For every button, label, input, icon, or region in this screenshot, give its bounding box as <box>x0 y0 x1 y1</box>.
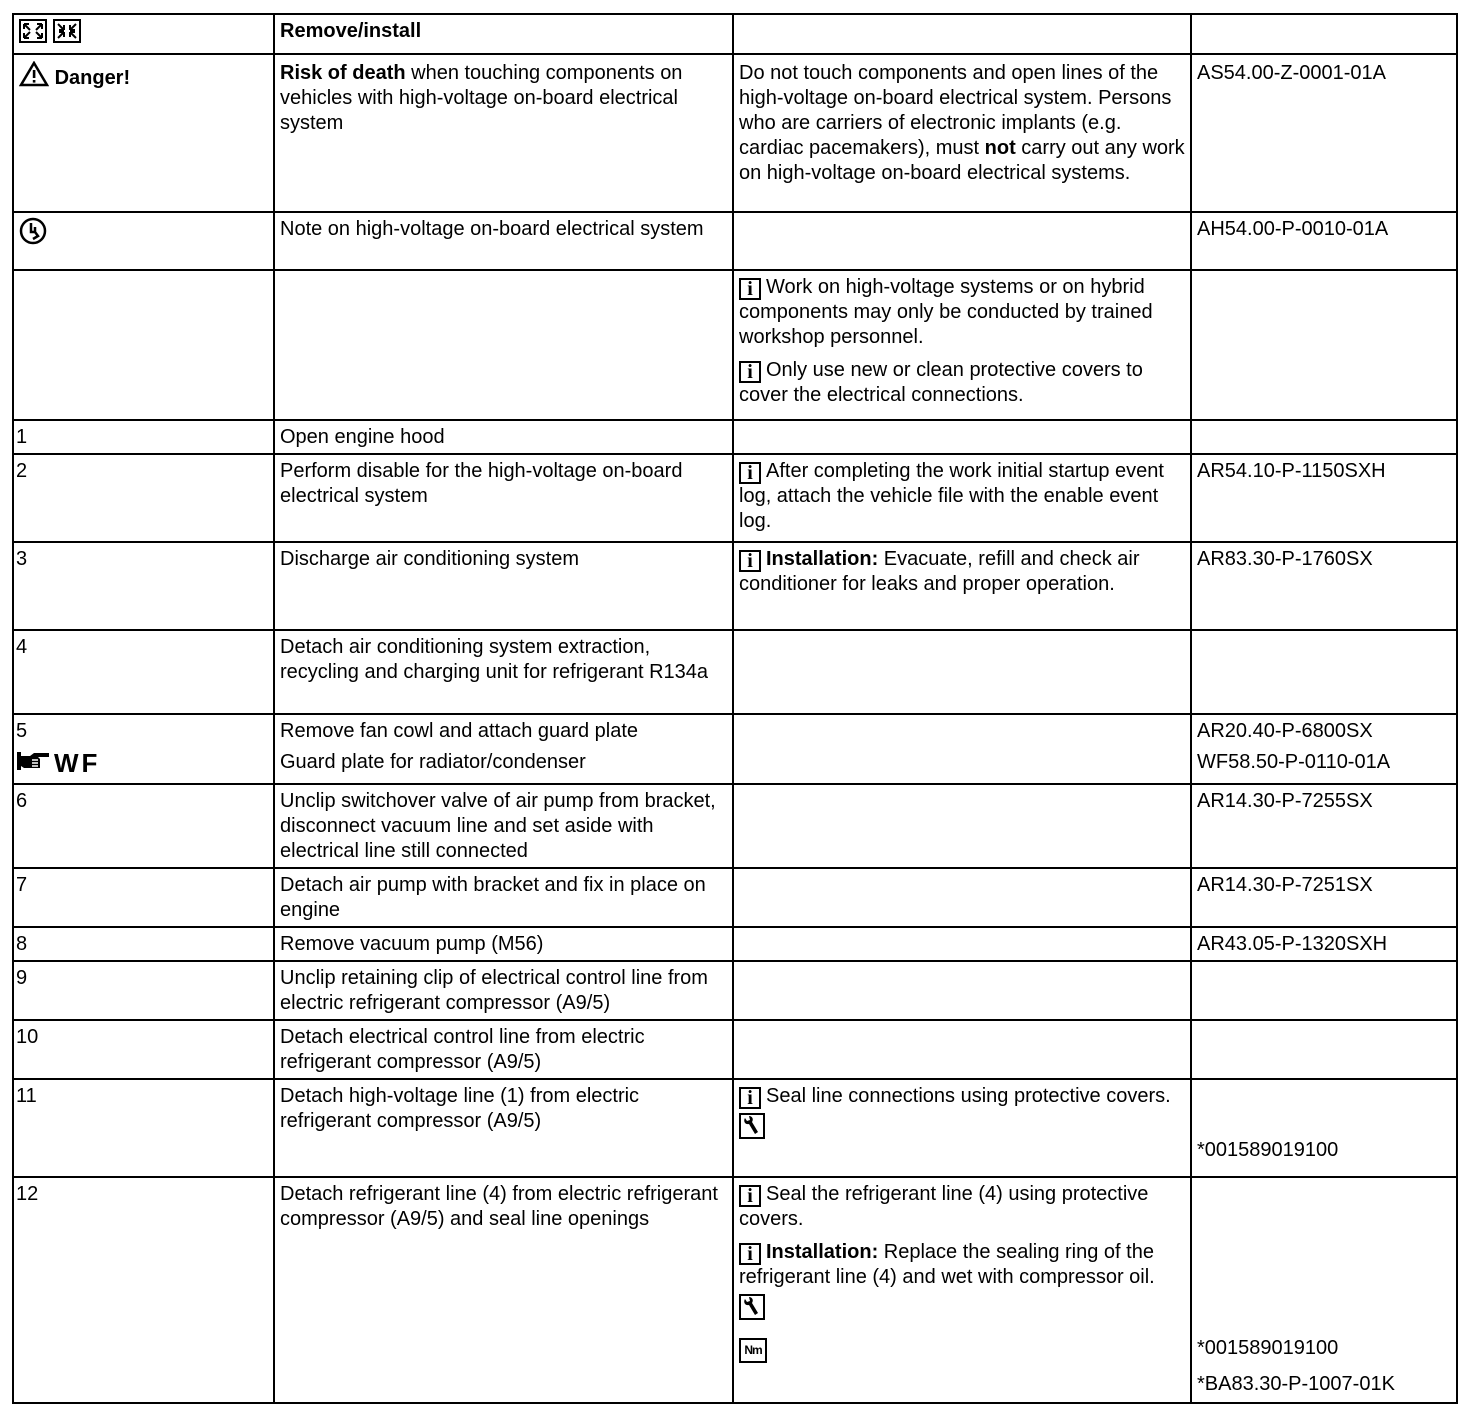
step-ref: AR54.10-P-1150SXH <box>1191 454 1457 542</box>
step-number: 6 <box>13 784 274 868</box>
step-number: 3 <box>13 542 274 630</box>
header-row <box>13 14 1457 54</box>
step-row <box>13 630 1457 714</box>
wf-label: WF <box>54 748 101 778</box>
step-row <box>13 868 1457 927</box>
workshop-reference <box>16 750 268 776</box>
step-number: 7 <box>13 868 274 927</box>
step-ref: AR83.30-P-1760SX <box>1191 542 1457 630</box>
torque-ref: *BA83.30-P-1007-01K <box>1197 1373 1395 1395</box>
step-text: Perform disable for the high-voltage on-board electrical system <box>274 454 733 542</box>
step-note: i Seal line connections using protective covers. <box>739 1084 1185 1109</box>
step-number: 11 <box>13 1079 274 1177</box>
step-ref: AR14.30-P-7251SX <box>1191 868 1457 927</box>
danger-text: when touching components on vehicles with high-voltage on-board electrical system <box>280 62 683 134</box>
pointing-hand-icon <box>16 750 50 772</box>
step-ref: AR14.30-P-7255SX <box>1191 784 1457 868</box>
step-note: i After completing the work initial startup event log, attach the vehicle file with the enable event log. <box>733 454 1191 542</box>
danger-ref: AS54.00-Z-0001-01A <box>1191 54 1457 212</box>
step-row <box>13 927 1457 961</box>
info-item: i Work on high-voltage systems or on hybrid components may only be conducted by trained workshop personnel. <box>739 276 1153 348</box>
step-number: 1 <box>13 420 274 454</box>
step-row <box>13 1020 1457 1079</box>
step-text: Detach air conditioning system extraction, recycling and charging unit for refrigerant R134a <box>274 630 733 714</box>
info-icon: i <box>739 278 761 300</box>
info-item: i Only use new or clean protective covers to cover the electrical connections. <box>739 359 1143 406</box>
info-icon: i <box>739 1185 761 1207</box>
step-ref: AR20.40-P-6800SX <box>1197 720 1373 742</box>
step-number: 9 <box>13 961 274 1020</box>
danger-note: Do not touch components and open lines of the high-voltage on-board electrical system. Persons who are carriers of electronic implants (e.g. cardiac pacemakers), must not carry out any work on high-voltage on-board electrical systems. <box>733 54 1191 212</box>
danger-description <box>274 54 733 212</box>
step-text: Detach high-voltage line (1) from electric refrigerant compressor (A9/5) <box>274 1079 733 1177</box>
step-number: 5 <box>16 720 28 742</box>
step-text: Detach refrigerant line (4) from electric refrigerant compressor (A9/5) and seal line openings <box>274 1177 733 1403</box>
header-title: Remove/install <box>274 14 733 54</box>
step-note: i Installation: Replace the sealing ring of the refrigerant line (4) and wet with compressor oil. <box>739 1241 1155 1288</box>
hv-note-ref: AH54.00-P-0010-01A <box>1191 212 1457 270</box>
step-note: i Seal the refrigerant line (4) using protective covers. <box>739 1183 1149 1230</box>
step-text: Detach electrical control line from electric refrigerant compressor (A9/5) <box>274 1020 733 1079</box>
step-number: 2 <box>13 454 274 542</box>
info-icon: i <box>739 462 761 484</box>
wf-text: Guard plate for radiator/condenser <box>280 751 586 773</box>
high-voltage-note-icon <box>19 217 47 245</box>
info-block-row <box>13 270 1457 420</box>
step-row <box>13 1177 1457 1403</box>
step-row <box>13 454 1457 542</box>
tool-ref: *001589019100 <box>1197 1337 1339 1359</box>
danger-label: Danger! <box>54 67 131 89</box>
step-row <box>13 542 1457 630</box>
procedure-table <box>12 13 1458 1404</box>
wf-ref: WF58.50-P-0110-01A <box>1197 751 1391 773</box>
info-icon: i <box>739 550 761 572</box>
step-number: 10 <box>13 1020 274 1079</box>
danger-title: Risk of death <box>280 62 406 84</box>
torque-icon: Nm <box>739 1338 767 1363</box>
step-text: Remove fan cowl and attach guard plate <box>280 720 638 742</box>
warning-triangle-icon <box>19 61 49 87</box>
step-row <box>13 961 1457 1020</box>
step-number: 8 <box>13 927 274 961</box>
step-text: Detach air pump with bracket and fix in place on engine <box>274 868 733 927</box>
special-tool-icon <box>739 1294 765 1320</box>
step-number: 4 <box>13 630 274 714</box>
step-text: Unclip switchover valve of air pump from bracket, disconnect vacuum line and set aside with electrical line still connected <box>274 784 733 868</box>
step-ref: AR43.05-P-1320SXH <box>1191 927 1457 961</box>
info-icon: i <box>739 1243 761 1265</box>
step-text: Open engine hood <box>274 420 733 454</box>
step-note: i Installation: Evacuate, refill and check air conditioner for leaks and proper operation. <box>733 542 1191 630</box>
remove-icon <box>19 19 47 43</box>
info-icon: i <box>739 361 761 383</box>
danger-row <box>13 54 1457 212</box>
tool-ref: *001589019100 <box>1197 1139 1339 1161</box>
step-row <box>13 714 1457 784</box>
info-icon: i <box>739 1087 761 1109</box>
step-text: Remove vacuum pump (M56) <box>274 927 733 961</box>
install-icon <box>53 19 81 43</box>
step-text: Unclip retaining clip of electrical control line from electric refrigerant compressor (A9/5) <box>274 961 733 1020</box>
step-number: 12 <box>13 1177 274 1403</box>
step-row <box>13 420 1457 454</box>
hv-note-row <box>13 212 1457 270</box>
step-row <box>13 784 1457 868</box>
step-row <box>13 1079 1457 1177</box>
step-text: Discharge air conditioning system <box>274 542 733 630</box>
special-tool-icon <box>739 1113 765 1139</box>
hv-note-text: Note on high-voltage on-board electrical system <box>274 212 733 270</box>
